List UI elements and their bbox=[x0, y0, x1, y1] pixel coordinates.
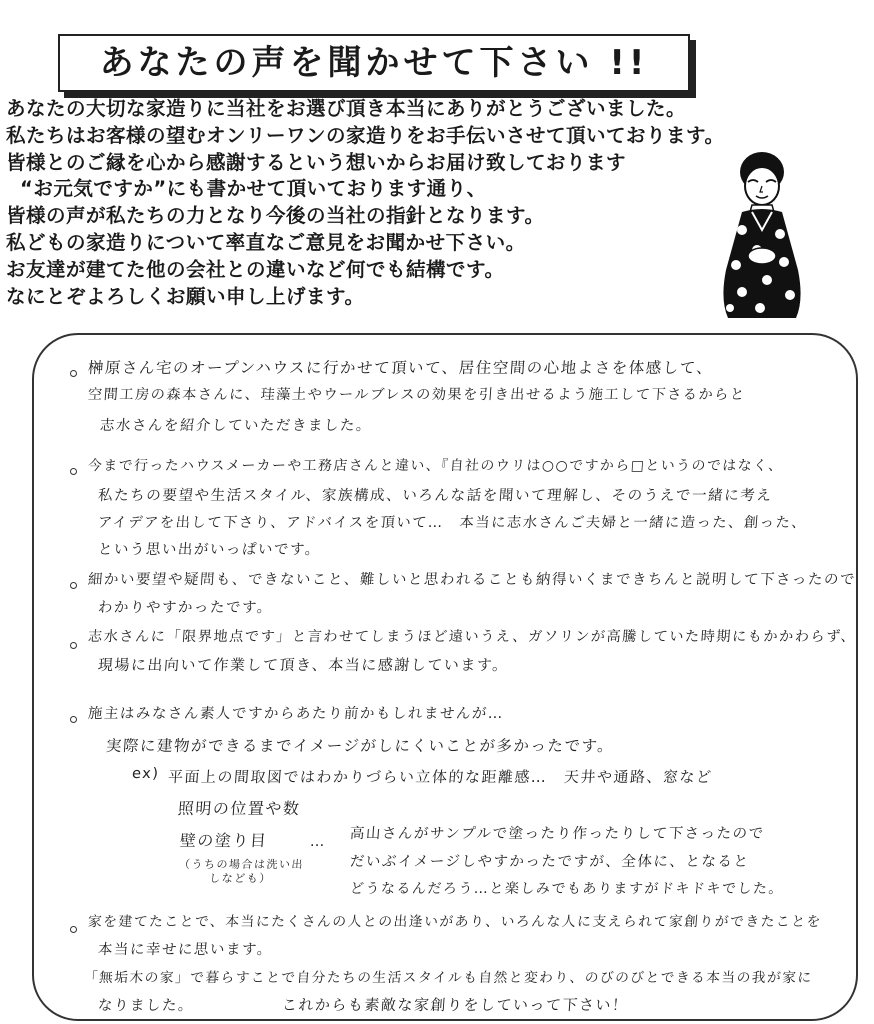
letter-line: 本当に幸せに思います。 bbox=[97, 942, 274, 958]
kimono-figure-illustration bbox=[712, 150, 812, 320]
intro-line: お友達が建てた他の会社との違いなど何でも結構です。 bbox=[6, 257, 505, 281]
example-detail: だいぶイメージしやすかったですが、全体に、となると bbox=[349, 854, 751, 870]
intro-text bbox=[6, 96, 826, 310]
bullet-icon bbox=[70, 716, 77, 723]
letter-line: 実際に建物ができるまでイメージがしにくいことが多かったです。 bbox=[105, 737, 615, 755]
example-detail: どうなるんだろう…と楽しみでもありますがドキドキでした。 bbox=[349, 881, 785, 897]
letter-line: 空間工房の森本さんに、珪藻土やウールブレスの効果を引き出せるよう施工して下さるからと bbox=[87, 387, 747, 403]
intro-line: 私どもの家造りについて率直なご意見をお聞かせ下さい。 bbox=[6, 230, 526, 254]
letter-line: 志水さんに「限界地点です」と言わせてしまうほど遠いうえ、ガソリンが高騰していた時期にもかかわらず、 bbox=[87, 629, 857, 645]
bullet-icon bbox=[70, 370, 77, 377]
letter-line: 今まで行ったハウスメーカーや工務店さんと違い、『自社のウリは○○ですから□というのではなく、 bbox=[87, 458, 785, 474]
letter-line: アイデアを出して下さり、アドバイスを頂いて… 本当に志水さんご夫婦と一緒に造った、創った、 bbox=[97, 515, 808, 531]
letter-line: 細かい要望や疑問も、できないこと、難しいと思われることも納得いくまできちんと説明して下さったので bbox=[87, 572, 857, 588]
intro-line: 皆様の声が私たちの力となり今後の当社の指針となります。 bbox=[6, 204, 545, 228]
closing-line: これからも素敵な家創りをしていって下さい！ bbox=[281, 996, 630, 1014]
letter-line: なりました。 bbox=[97, 998, 195, 1014]
example-label: ex) bbox=[131, 766, 160, 782]
example-note: （うちの場合は洗い出しなども） bbox=[178, 858, 305, 885]
example-detail: 高山さんがサンプルで塗ったり作ったりして下さったので bbox=[349, 826, 766, 842]
ellipsis-mark: … bbox=[309, 834, 327, 850]
page-title: あなたの声を聞かせて下さい !! bbox=[99, 43, 649, 83]
letter-line: 志水さんを紹介していただきました。 bbox=[99, 418, 373, 434]
letter-line: 榊原さん宅のオープンハウスに行かせて頂いて、居住空間の心地よさを体感して、 bbox=[87, 359, 715, 377]
example-item: 平面上の間取図ではわかりづらい立体的な距離感… 天井や通路、窓など bbox=[167, 768, 714, 786]
intro-line: 皆様とのご縁を心から感謝するという想いからお届け致しております bbox=[6, 150, 627, 174]
letter-line: という思い出がいっぱいです。 bbox=[97, 542, 322, 558]
letter-line: 現場に出向いて作業して頂き、本当に感謝しています。 bbox=[97, 656, 510, 674]
example-item: 壁の塗り目 bbox=[179, 831, 269, 850]
intro-line: “お元気ですか”にも書かせて頂いております通り、 bbox=[20, 177, 487, 201]
letter-line: 施主はみなさん素人ですからあたり前かもしれませんが… bbox=[87, 706, 505, 722]
letter-line: 「無垢木の家」で暮らすことで自分たちの生活スタイルも自然と変わり、のびのびとできる本当の我が家に bbox=[83, 970, 814, 986]
intro-line: なにとぞよろしくお願い申し上げます。 bbox=[6, 284, 365, 308]
bullet-icon bbox=[70, 582, 77, 589]
letter-line: わかりやすかったです。 bbox=[97, 600, 274, 616]
bullet-icon bbox=[70, 468, 77, 475]
title-box bbox=[58, 34, 690, 92]
intro-line: 私たちはお客様の望むオンリーワンの家造りをお手伝いさせて頂いております。 bbox=[6, 123, 725, 147]
example-item: 照明の位置や数 bbox=[177, 799, 302, 818]
intro-line: あなたの大切な家造りに当社をお選び頂き本当にありがとうございました。 bbox=[6, 97, 687, 120]
letter-line: 家を建てたことで、本当にたくさんの人との出逢いがあり、いろんな人に支えられて家創りができたことを bbox=[87, 914, 823, 930]
bullet-icon bbox=[70, 926, 77, 933]
letter-line: 私たちの要望や生活スタイル、家族構成、いろんな話を聞いて理解し、そのうえで一緒に考え bbox=[97, 487, 774, 504]
bullet-icon bbox=[70, 642, 77, 649]
